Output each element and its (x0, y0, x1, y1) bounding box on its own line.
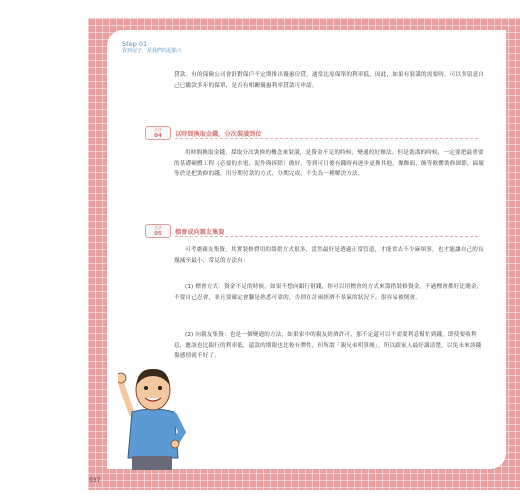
tag-number: 04 (154, 133, 162, 139)
section-04-heading (145, 126, 485, 140)
section-divider (175, 236, 478, 237)
paragraph-1: 貸款。有的保險公司會針對保戶不定期推出優惠房貸，通常比原保單的利率低，因此，如果有裝潢的需要時，可以多留意自己已繳款多年的保單，是否有相關優惠利率貸款可申請。 (174, 72, 485, 89)
method-tag-04 (145, 126, 171, 140)
paragraph-2: 用時間換取金錢，採取分次裝修的概念來裝潢，是資金不足的時候，變通的好辦法。但是裝潢的時候，一定要把最重要的基礎硬體工程（必要的水電、泥作與拆除）做好，等到可日後有錢時再逐步更換其他，像飾面，飾等軟體裝修細節，搞壞等於是把裝修的錢，用分期付款的方式，分期完成，不失為一種解決方法。 (174, 150, 485, 177)
section-title: 標會或向親友集資 (175, 229, 225, 236)
section-05-heading (145, 224, 485, 238)
paragraph-3: 可考慮親友集資，其實裝修費用的籌措方式很多，當然最好是透過正常管道，才能省去不少麻煩事，也才能讓自己的良幾減至最小，常見的方法有： (174, 247, 484, 264)
method-tag-05 (145, 224, 171, 238)
step-label: Step 01 (122, 40, 148, 48)
tag-label: 方法 (154, 127, 162, 132)
paragraph-4: (1) 標會方式：資金不足的時候，如果不想向銀行借錢，你可以用標會的方式來籌措裝修資金，不過標會都好比賭金，不要自己忍會，並且要確定會腳是熟悉可靠的，否則在計兩經濟不景氣的狀況下，很容易被倒會。 (174, 284, 483, 301)
cartoon-man-illustration (118, 362, 188, 472)
tag-label: 方法 (154, 225, 162, 230)
page-number: 037 (89, 477, 101, 484)
section-title: 以時間換取金錢，分次裝潢到位 (175, 131, 262, 138)
page-header (122, 40, 182, 55)
tag-number: 05 (154, 231, 162, 237)
chapter-subtitle: 買到房子，是我們的起點大 (122, 48, 183, 54)
paragraph-5: (2) 向親友集資：也是一個變通的方法，如果家中的親友經濟許可，那不定還可以不需要利息幫忙到錢，即使要收利息，應該也比銀行的利率低，還款的期限也比較有彈性，但所謂「親兄弟明算帳」，所以跟家人最好講清楚，以免未來該錢傷感情就不好了。 (174, 332, 482, 359)
section-divider (175, 138, 478, 139)
